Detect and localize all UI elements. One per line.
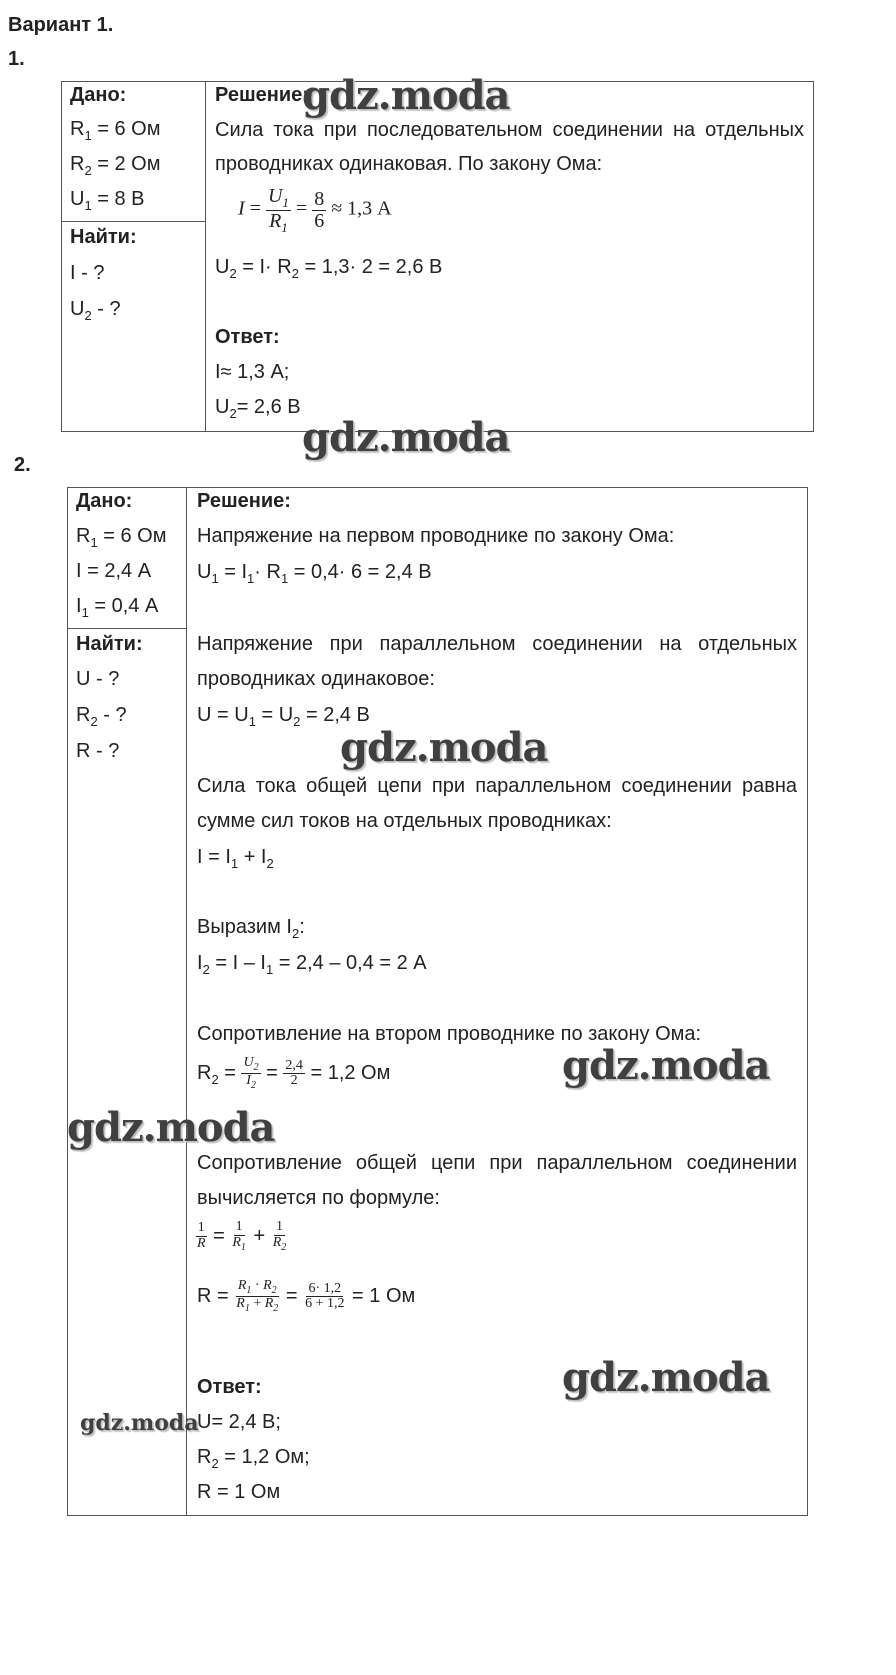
task1-answer-i: I≈ 1,3 А; xyxy=(215,361,290,383)
task2-given-i: I = 2,4 А xyxy=(76,560,152,582)
watermark: gdz.moda xyxy=(302,414,510,461)
task1-u2-calc: $U_2 = I\cdot R_2 = 1,3\cdot 2 = 2,6$ В xyxy=(215,256,443,281)
task2-answer-r: R = 1 Ом xyxy=(197,1481,281,1503)
task2-s2-line1: Напряжение при параллельном соединении на отдельных xyxy=(197,633,797,655)
task2-s6-formula: $\frac{1}{R}$ = $\frac{1}{R_1}$ + $\frac{1}{R_2}$ xyxy=(197,1219,287,1253)
task2-s2-calc: $U = U_1 = U_2 = 2,4$ В xyxy=(197,704,370,729)
watermark: gdz.moda xyxy=(562,1354,770,1401)
task1-find-u2: $U_2$ - ? xyxy=(70,298,121,323)
task1-find-label: Найти: xyxy=(70,226,137,248)
task2-answer-u: U= 2,4 В; xyxy=(197,1411,281,1433)
task1-answer-label: Ответ: xyxy=(215,326,280,348)
task2-s5-calc: $R_2$ = $\frac{U_2}{I_2}$ = $\frac{2,4}{2}$ = 1,2 Ом xyxy=(197,1055,391,1092)
task2-s6-line1: Сопротивление общей цепи при параллельном соединении xyxy=(197,1152,797,1174)
task1-given-u1: $U_1 = 8$ В xyxy=(70,188,145,213)
task2-s7-calc: R = $\frac{R_1 \cdot R_2}{R_1 + R_2}$ = $\frac{6\cdot 1,2}{6 + 1,2}$ = 1 Ом xyxy=(197,1278,416,1315)
task2-s5: Сопротивление на втором проводнике по закону Ома: xyxy=(197,1023,702,1045)
watermark: gdz.moda xyxy=(562,1042,770,1089)
task1-given-r1: $R_1 = 6$ Ом xyxy=(70,118,161,143)
task1-solution-label: Решение: xyxy=(215,84,309,106)
task2-s3-line1: Сила тока общей цепи при параллельном соединении равна xyxy=(197,775,797,797)
task2-find-r2: $R_2$ - ? xyxy=(76,704,127,729)
task1-number: 1. xyxy=(8,48,25,70)
task1-given-label: Дано: xyxy=(70,84,127,106)
task2-s3-line2: сумме сил токов на отдельных проводниках: xyxy=(197,810,612,832)
task2-number: 2. xyxy=(14,454,31,476)
task1-ohm-formula: I = $\frac{U_1}{R_1}$ = $\frac{8}{6}$ ≈ 1,3 А xyxy=(238,185,392,235)
task2-find-u: U - ? xyxy=(76,668,120,690)
task2-find-r: R - ? xyxy=(76,740,120,762)
task1-given-r2: $R_2 = 2$ Ом xyxy=(70,153,161,178)
task2-s1: Напряжение на первом проводнике по закону Ома: xyxy=(197,525,675,547)
task2-given-label: Дано: xyxy=(76,490,133,512)
task2-s4: Выразим $I_2$: xyxy=(197,916,305,941)
task2-given-i1: $I_1 = 0,4$ А xyxy=(76,595,159,620)
page-title: Вариант 1. xyxy=(8,14,114,36)
task1-text-line1: Сила тока при последовательном соединении на отдельных xyxy=(215,119,804,141)
task1-answer-u2: $U_2= 2,6$ В xyxy=(215,396,301,421)
watermark: gdz.moda xyxy=(302,72,510,119)
task2-answer-label: Ответ: xyxy=(197,1376,262,1398)
task2-s4-calc: $I_2 = I - I_1 = 2,4 - 0,4 = 2$ А xyxy=(197,952,427,977)
task1-text-line2: проводниках одинаковая. По закону Ома: xyxy=(215,153,603,175)
task2-s6-line2: вычисляется по формуле: xyxy=(197,1187,440,1209)
task2-given-r1: $R_1 = 6$ Ом xyxy=(76,525,167,550)
task2-s2-line2: проводниках одинаковое: xyxy=(197,668,435,690)
task1-find-i: I - ? xyxy=(70,262,105,284)
watermark: gdz.moda xyxy=(340,724,548,771)
task2-s3-calc: $I = I_1 + I_2$ xyxy=(197,846,274,871)
task2-answer-r2: $R_2 = 1,2$ Ом; xyxy=(197,1446,310,1471)
watermark: gdz.moda xyxy=(67,1104,275,1151)
task2-find-label: Найти: xyxy=(76,633,143,655)
watermark: gdz.moda xyxy=(80,1410,199,1436)
task2-solution-label: Решение: xyxy=(197,490,291,512)
task2-s1-calc: $U_1 = I_1\cdot R_1 = 0,4\cdot 6 = 2,4$ В xyxy=(197,561,432,586)
